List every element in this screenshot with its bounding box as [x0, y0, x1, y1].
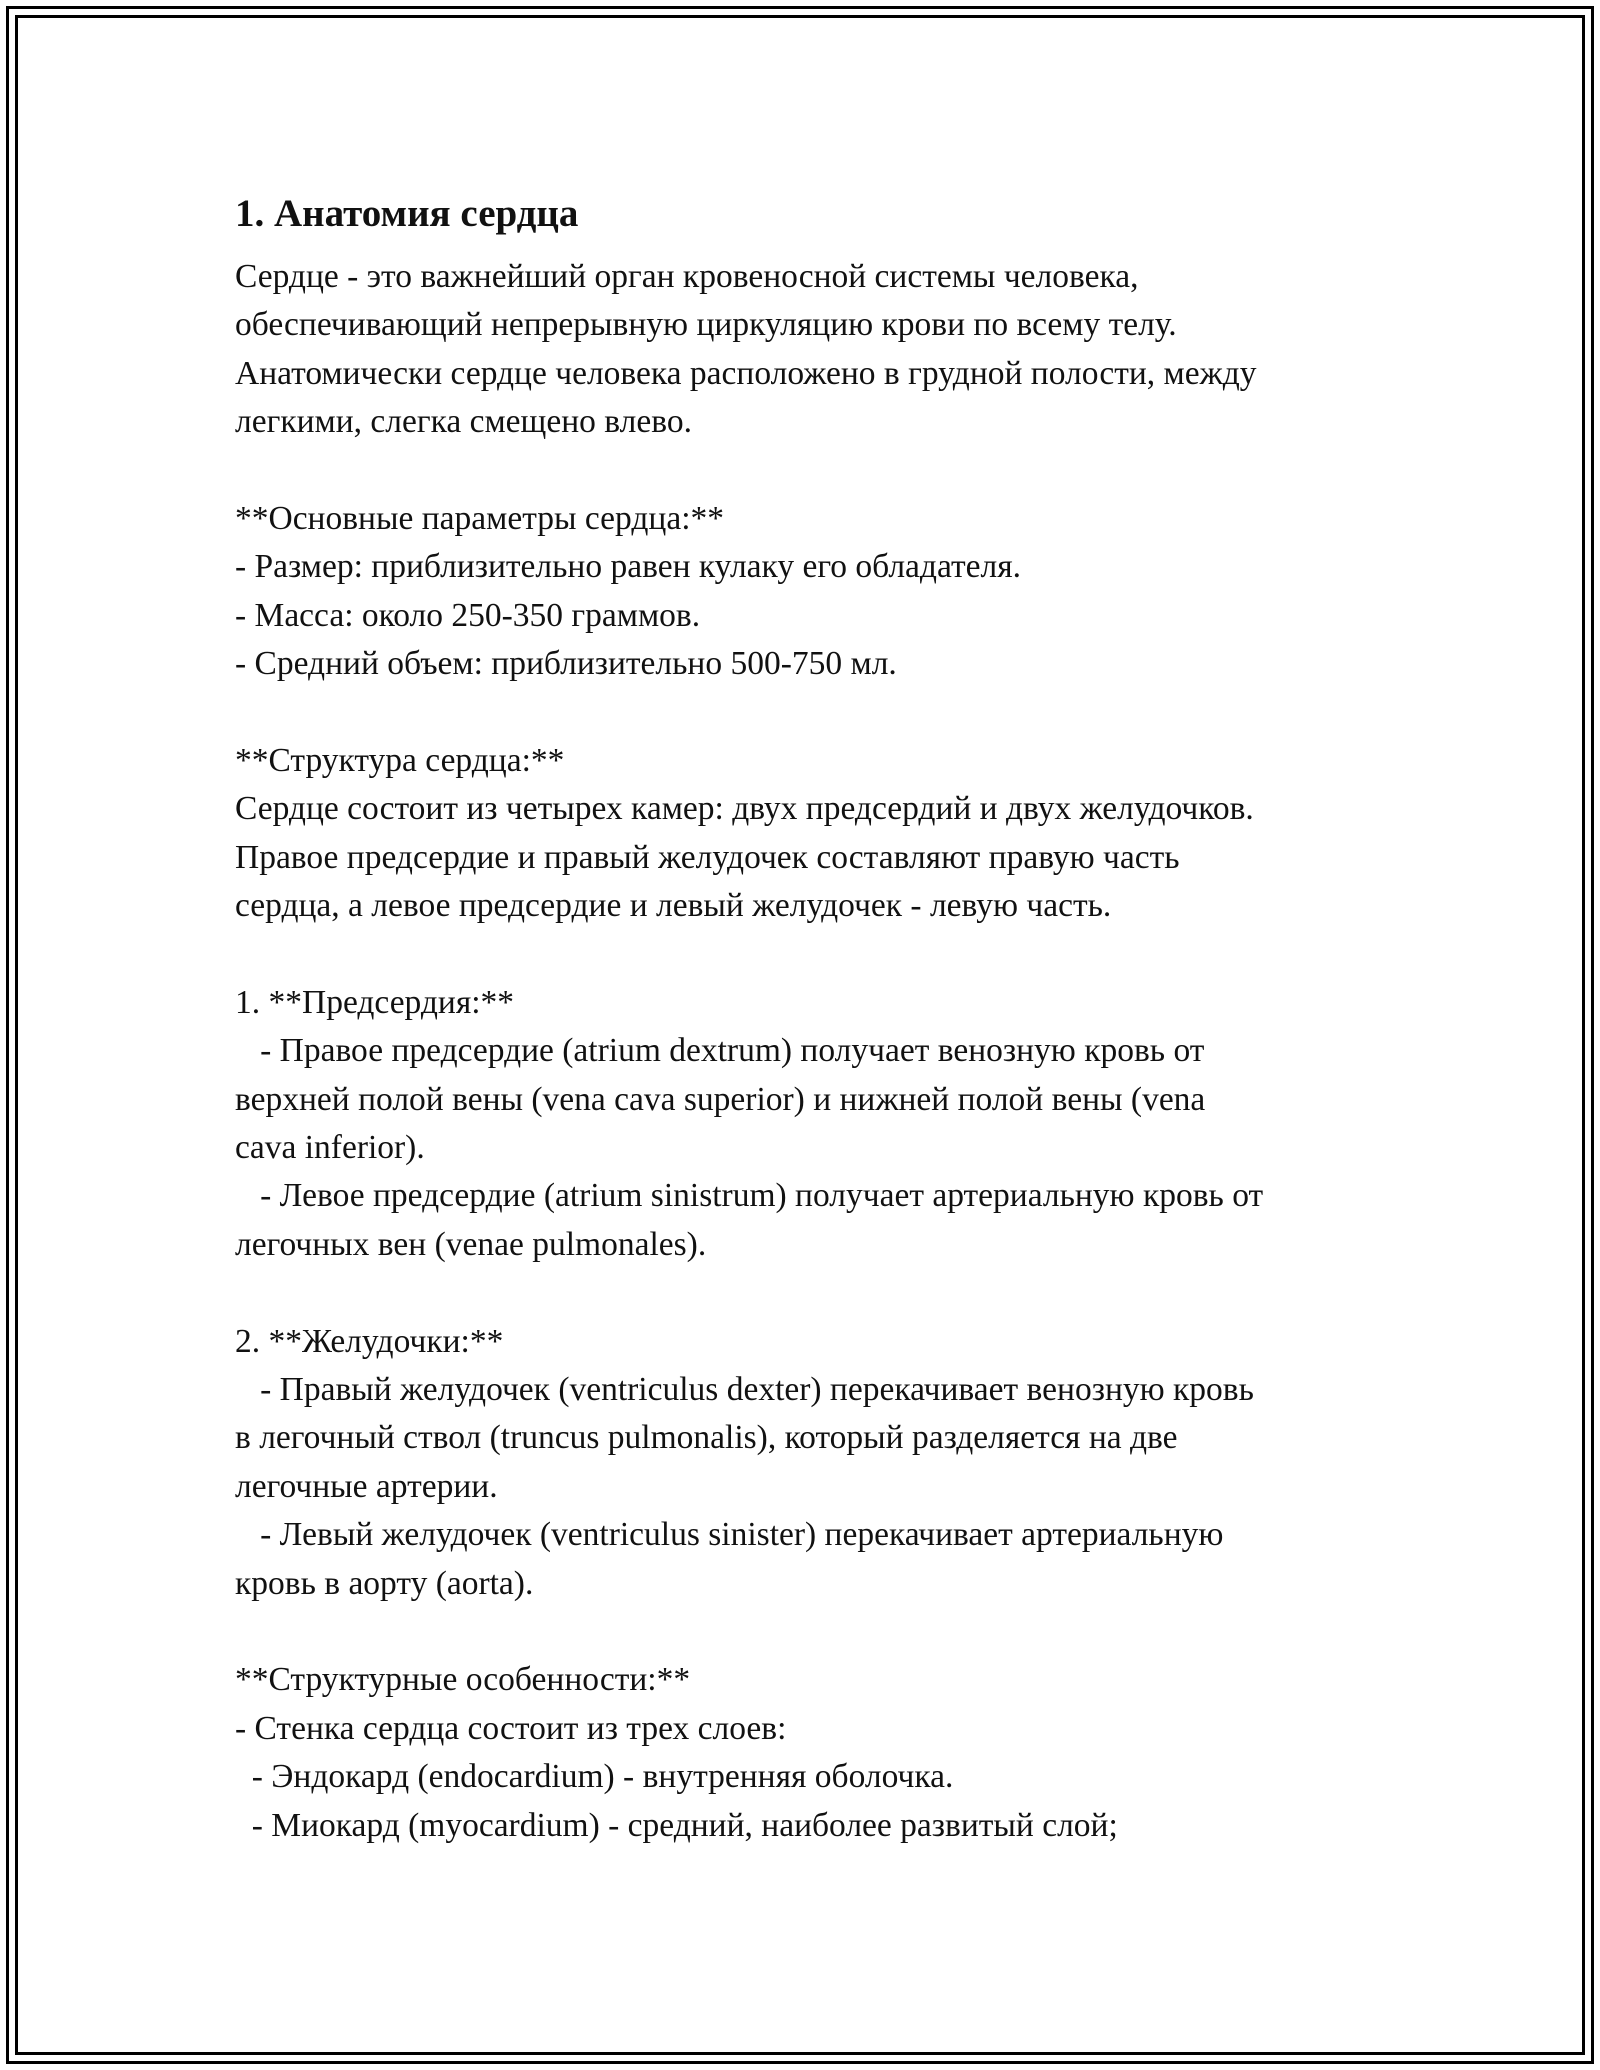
spacer: [235, 447, 1395, 495]
text-line: легочные артерии.: [235, 1467, 498, 1505]
section-heading: **Структура сердца:**: [235, 741, 565, 779]
section-heading: **Основные параметры сердца:**: [235, 499, 725, 537]
text-line: верхней полой вены (vena cava superior) и нижней полой вены (vena: [235, 1080, 1206, 1118]
text-line: кровь в аорту (aorta).: [235, 1564, 534, 1602]
features-section: [235, 1656, 1395, 1850]
ventricles-section: [235, 1318, 1395, 1608]
section-heading: **Структурные особенности:**: [235, 1661, 691, 1699]
list-item: - Средний объем: приблизительно 500-750 мл.: [235, 645, 897, 683]
spacer: [235, 1269, 1395, 1317]
spacer: [235, 689, 1395, 737]
text-line: Анатомически сердце человека расположено в грудной полости, между: [235, 354, 1257, 392]
structure-section: [235, 737, 1395, 931]
section-heading: 2. **Желудочки:**: [235, 1322, 504, 1360]
params-section: [235, 495, 1395, 689]
list-item: - Миокард (myocardium) - средний, наиболее развитый слой;: [235, 1806, 1118, 1844]
document-body: [235, 185, 1395, 1850]
intro-paragraph: [235, 253, 1395, 447]
atria-section: [235, 979, 1395, 1269]
text-line: - Правый желудочек (ventriculus dexter) перекачивает венозную кровь: [235, 1370, 1254, 1408]
text-line: легочных вен (venae pulmonales).: [235, 1225, 707, 1263]
text-line: в легочный ствол (truncus pulmonalis), который разделяется на две: [235, 1419, 1178, 1457]
spacer: [235, 930, 1395, 978]
list-item: - Стенка сердца состоит из трех слоев:: [235, 1709, 787, 1747]
list-item: - Эндокард (endocardium) - внутренняя оболочка.: [235, 1758, 954, 1796]
text-line: - Левый желудочек (ventriculus sinister) перекачивает артериальную: [235, 1516, 1224, 1554]
text-line: Сердце - это важнейший орган кровеносной системы человека,: [235, 258, 1139, 295]
text-line: - Левое предсердие (atrium sinistrum) получает артериальную кровь от: [235, 1177, 1264, 1215]
text-line: Сердце состоит из четырех камер: двух предсердий и двух желудочков.: [235, 790, 1254, 828]
section-heading: 1. **Предсердия:**: [235, 983, 515, 1021]
text-line: cava inferior).: [235, 1129, 425, 1167]
text-line: Правое предсердие и правый желудочек составляют правую часть: [235, 838, 1180, 876]
text-line: сердца, а левое предсердие и левый желудочек - левую часть.: [235, 887, 1112, 925]
spacer: [235, 1608, 1395, 1656]
text-line: легкими, слегка смещено влево.: [235, 403, 692, 441]
text-line: - Правое предсердие (atrium dextrum) получает венозную кровь от: [235, 1032, 1205, 1070]
page-title: 1. Анатомия сердца: [235, 192, 579, 235]
text-line: обеспечивающий непрерывную циркуляцию крови по всему телу.: [235, 306, 1177, 344]
list-item: - Размер: приблизительно равен кулаку его обладателя.: [235, 548, 1021, 586]
list-item: - Масса: около 250-350 граммов.: [235, 596, 701, 634]
